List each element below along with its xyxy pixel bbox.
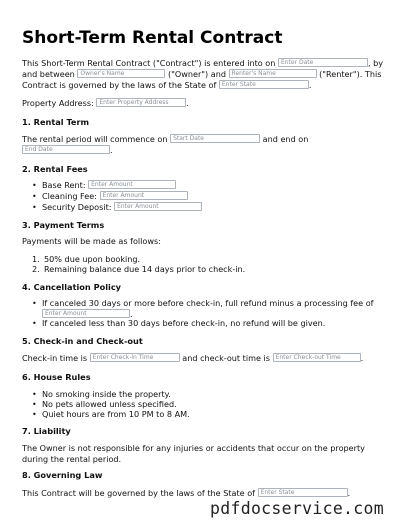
fee-item-security-deposit: • Security Deposit: Enter Amount bbox=[42, 202, 202, 213]
section-heading-payment-terms: 3. Payment Terms bbox=[22, 220, 105, 230]
bullet-icon: • bbox=[32, 203, 37, 212]
governing-law-line: This Contract will be governed by the laws of the State of Enter State . bbox=[22, 488, 351, 498]
intro-line-3: Contract is governed by the laws of the State of Enter State . bbox=[22, 80, 312, 90]
page-title: Short-Term Rental Contract bbox=[22, 28, 283, 48]
bullet-icon: • bbox=[32, 319, 37, 328]
cancellation-item-2: • If canceled less than 30 days before check-in, no refund will be given. bbox=[32, 318, 326, 328]
processing-fee-field[interactable]: Enter Amount bbox=[42, 309, 130, 318]
property-address-field[interactable]: Enter Property Address bbox=[96, 98, 186, 107]
bullet-icon: • bbox=[32, 400, 37, 409]
section-heading-cancellation-policy: 4. Cancellation Policy bbox=[22, 282, 122, 292]
check-in-time-field[interactable]: Enter Check-in Time bbox=[90, 353, 180, 362]
intro-line-1: This Short-Term Rental Contract ("Contract") is entered into on Enter Date , by bbox=[22, 58, 384, 68]
end-date-field[interactable]: End Date bbox=[22, 145, 110, 154]
start-date-field[interactable]: Start Date bbox=[170, 134, 260, 143]
section-heading-governing-law: 8. Governing Law bbox=[22, 470, 103, 480]
bullet-icon: • bbox=[32, 181, 37, 190]
section-heading-check-in-out: 5. Check-in and Check-out bbox=[22, 336, 143, 346]
house-rule-item: • Quiet hours are from 10 PM to 8 AM. bbox=[32, 409, 190, 419]
bullet-icon: • bbox=[32, 299, 37, 308]
section-heading-house-rules: 6. House Rules bbox=[22, 372, 91, 382]
property-address-line: Property Address: Enter Property Address . bbox=[22, 98, 189, 108]
bullet-icon: • bbox=[32, 410, 37, 419]
check-in-out-line: Check-in time is Enter Check-in Time and check-out time is Enter Check-out Time . bbox=[22, 353, 364, 363]
section-heading-rental-fees: 2. Rental Fees bbox=[22, 164, 88, 174]
contract-date-field[interactable]: Enter Date bbox=[278, 58, 368, 67]
fee-item-base-rent: • Base Rent: Enter Amount bbox=[42, 180, 176, 191]
payment-item-2: 2. Remaining balance due 14 days prior to check-in. bbox=[32, 264, 246, 274]
bullet-icon: • bbox=[32, 192, 37, 201]
check-out-time-field[interactable]: Enter Check-out Time bbox=[273, 353, 361, 362]
intro-state-field[interactable]: Enter State bbox=[219, 80, 309, 89]
cancellation-item-1: • If canceled 30 days or more before check-in, full refund minus a processing fee of Enter Amount . bbox=[32, 298, 374, 319]
liability-paragraph: The Owner is not responsible for any injuries or accidents that occur on the property during the rental period. bbox=[22, 443, 365, 464]
intro-paragraph bbox=[22, 58, 388, 91]
base-rent-field[interactable]: Enter Amount bbox=[88, 180, 176, 189]
section-heading-liability: 7. Liability bbox=[22, 426, 71, 436]
security-deposit-field[interactable]: Enter Amount bbox=[114, 202, 202, 211]
bullet-icon: • bbox=[32, 390, 37, 399]
renter-name-field[interactable]: Renter's Name bbox=[229, 69, 317, 78]
fee-item-cleaning-fee: • Cleaning Fee: Enter Amount bbox=[42, 191, 188, 202]
payment-item-1: 1. 50% due upon booking. bbox=[32, 254, 141, 264]
cleaning-fee-field[interactable]: Enter Amount bbox=[100, 191, 188, 200]
payment-terms-intro: Payments will be made as follows: bbox=[22, 236, 161, 246]
house-rule-item: • No smoking inside the property. bbox=[32, 389, 171, 399]
rental-term-paragraph: The rental period will commence on Start Date and end on End Date . bbox=[22, 134, 309, 155]
house-rule-item: • No pets allowed unless specified. bbox=[32, 399, 177, 409]
watermark-footer: pdfdocservice.com bbox=[210, 499, 384, 518]
owner-name-field[interactable]: Owner's Name bbox=[77, 69, 165, 78]
governing-state-field[interactable]: Enter State bbox=[258, 488, 348, 497]
intro-line-2: and between Owner's Name ("Owner") and Renter's Name ("Renter"). This bbox=[22, 69, 382, 79]
section-heading-rental-term: 1. Rental Term bbox=[22, 117, 90, 127]
